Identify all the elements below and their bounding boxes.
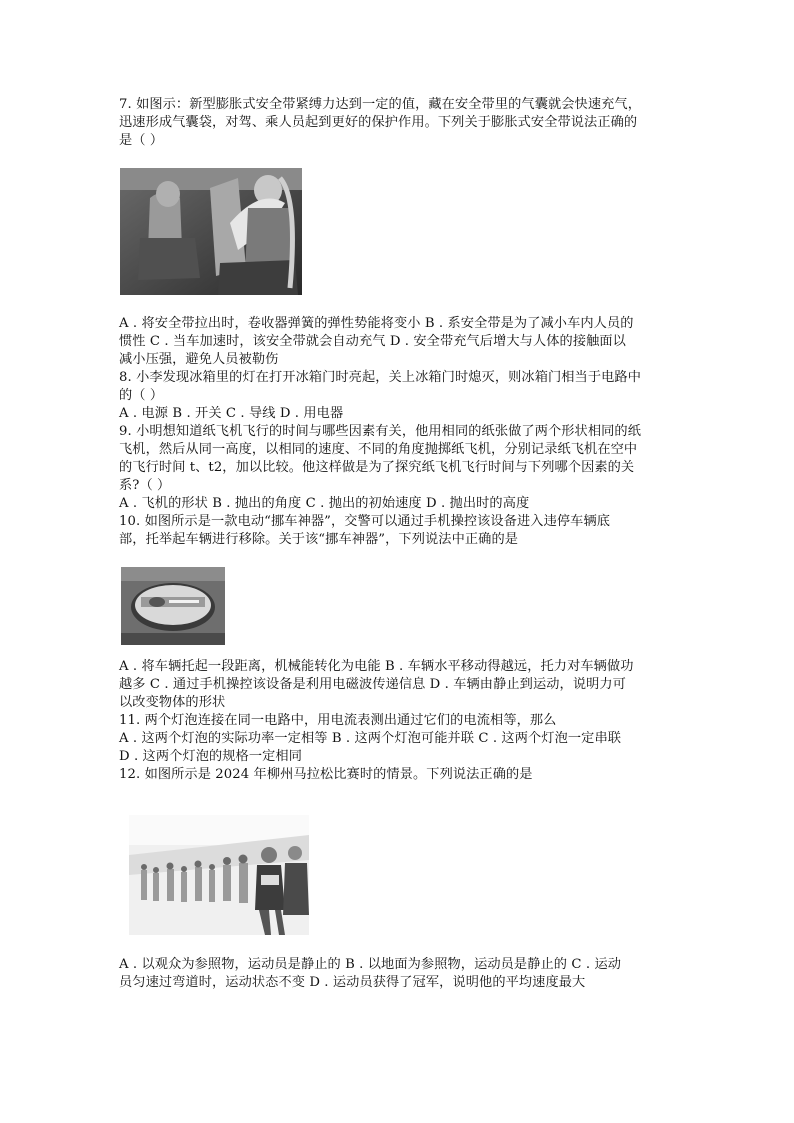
q10-options-line-1: A . 将车辆托起一段距离，机械能转化为电能 B . 车辆水平移动得越远，托力对车辆做功 [119,659,634,674]
q11-options-line-2: D . 这两个灯泡的规格一定相同 [119,749,302,764]
q9-stem-line-4: 系?（ ） [119,478,171,493]
q10-stem-line-1: 10. 如图所示是一款电动“挪车神器”，交警可以通过手机操控该设备进入违停车辆底 [119,514,611,529]
q7-options-line-3: 减小压强，避免人员被勒伤 [119,352,279,367]
q11-stem-line-1: 11. 两个灯泡连接在同一电路中，用电流表测出通过它们的电流相等，那么 [119,713,557,728]
q10-stem-line-2: 部，托举起车辆进行移除。关于该“挪车神器”，下列说法中正确的是 [119,532,519,547]
q12-options-line-2: 员匀速过弯道时，运动状态不变 D . 运动员获得了冠军，说明他的平均速度最大 [119,975,586,990]
q7-stem-line-1: 7. 如图示：新型膨胀式安全带紧缚力达到一定的值，藏在安全带里的气囊就会快速充气， [119,97,641,112]
q7-stem-line-2: 迅速形成气囊袋，对驾、乘人员起到更好的保护作用。下列关于膨胀式安全带说法正确的 [119,115,638,130]
q9-stem-line-2: 飞机，然后从同一高度，以相同的速度、不同的角度抛掷纸飞机，分别记录纸飞机在空中 [119,442,638,457]
marathon-race-photo [129,815,309,935]
q9-options-line-1: A . 飞机的形状 B . 抛出的角度 C . 抛出的初始速度 D . 抛出时的高度 [119,496,530,511]
q10-options-line-3: 以改变物体的形状 [119,695,226,710]
q9-stem-line-3: 的飞行时间 t、t2，加以比较。他这样做是为了探究纸飞机飞行时间与下列哪个因素的关 [119,460,635,475]
q11-options-line-1: A . 这两个灯泡的实际功率一定相等 B . 这两个灯泡可能并联 C . 这两个灯泡一定串联 [119,731,622,746]
q8-stem-line-2: 的（ ） [119,388,164,403]
q12-stem-line-1: 12. 如图所示是 2024 年柳州马拉松比赛时的情景。下列说法正确的是 [119,767,533,782]
q10-options-line-2: 越多 C . 通过手机操控该设备是利用电磁波传递信息 D . 车辆由静止到运动，说明力可 [119,677,626,692]
seatbelt-airbag-photo [120,168,302,295]
q12-options-line-1: A . 以观众为参照物，运动员是静止的 B . 以地面为参照物，运动员是静止的 C . 运动 [119,957,622,972]
q7-options-line-1: A . 将安全带拉出时，卷收器弹簧的弹性势能将变小 B . 系安全带是为了减小车内人员的 [119,316,634,331]
q8-options-line-1: A . 电源 B . 开关 C . 导线 D . 用电器 [119,406,344,421]
q7-stem-line-3: 是（ ） [119,133,164,148]
q9-stem-line-1: 9. 小明想知道纸飞机飞行的时间与哪些因素有关，他用相同的纸张做了两个形状相同的纸 [119,424,641,439]
car-mover-device-photo [121,567,225,645]
q8-stem-line-1: 8. 小李发现冰箱里的灯在打开冰箱门时亮起，关上冰箱门时熄灭，则冰箱门相当于电路中 [119,370,641,385]
q7-options-line-2: 惯性 C . 当车加速时，该安全带就会自动充气 D . 安全带充气后增大与人体的接触面以 [119,334,626,349]
